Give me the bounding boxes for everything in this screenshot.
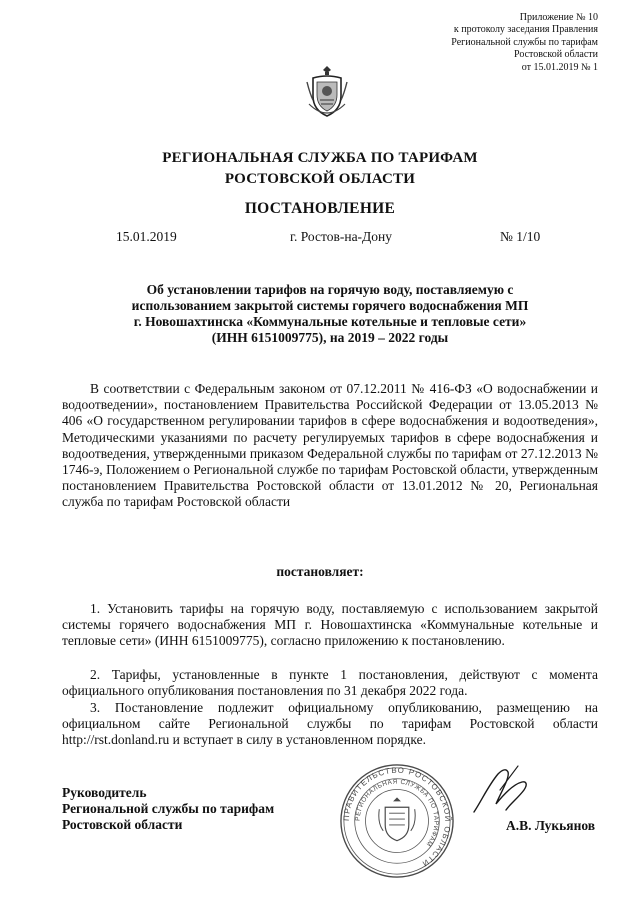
seal-inner-text: РЕГИОНАЛЬНАЯ СЛУЖБА ПО ТАРИФАМ	[354, 778, 440, 848]
document-city: г. Ростов-на-Дону	[289, 229, 392, 244]
signer-title-line: Региональной службы по тарифам	[62, 801, 275, 816]
attachment-line: Региональной службы по тарифам	[451, 36, 598, 48]
basis-paragraph: В соответствии с Федеральным законом от 07.12.2011 № 416-ФЗ «О водоснабжении и водоотведении», постановлением Правительства Российской Федерации от 13.05.2013 № 406 «О государственном регулировании тарифов в сфере водоснабжения и водоотведения», Методическими указаниями по расчету регулируемых тарифов в сфере водоснабжения и водоотведения, утвержденными приказом Федеральной службы по тарифам от 27.12.2013 № 1746-э, Положением о Региональной службе по тарифам Ростовской области, утвержденным постановлением Правительства Ростовской области от 13.01.2012 № 20, Региональная служба по тарифам Ростовской области	[62, 381, 598, 510]
item-1-paragraph: 1. Установить тарифы на горячую воду, поставляемую с использованием закрытой системы горячего водоснабжения МП г. Новошахтинска «Коммунальные котельные и тепловые сети» (ИНН 6151009775), согласно приложению к постановлению.	[62, 601, 598, 649]
document-date: 15.01.2019	[116, 229, 177, 244]
seal-emblem-icon	[379, 797, 415, 840]
attachment-line: к протоколу заседания Правления	[453, 24, 598, 36]
document-number: № 1/10	[500, 229, 541, 244]
handwritten-signature	[470, 760, 532, 822]
subject-line: г. Новошахтинска «Коммунальные котельные и тепловые сети»	[133, 314, 527, 329]
org-line: РЕГИОНАЛЬНАЯ СЛУЖБА ПО ТАРИФАМ	[162, 150, 478, 166]
official-seal-stamp	[338, 762, 456, 880]
document-type: ПОСТАНОВЛЕНИЕ	[244, 200, 396, 217]
subject-line: использованием закрытой системы горячего водоснабжения МП	[131, 298, 529, 313]
signer-title-line: Ростовской области	[62, 817, 183, 832]
org-line: РОСТОВСКОЙ ОБЛАСТИ	[224, 171, 416, 187]
document-subject	[80, 282, 580, 346]
subject-line: (ИНН 6151009775), на 2019 – 2022 годы	[211, 330, 449, 345]
signer-title-line: Руководитель	[62, 785, 147, 800]
signer-name: А.В. Лукьянов	[506, 818, 596, 833]
item-3-paragraph: 3. Постановление подлежит официальному опубликованию, размещению на официальном сайте Региональной службы по тарифам Ростовской области http://rst.donland.ru и вступает в силу в установленном порядке.	[62, 700, 598, 748]
signer-title	[62, 785, 274, 833]
attachment-note	[358, 12, 598, 74]
organization-name	[0, 148, 640, 190]
attachment-line: от 15.01.2019 № 1	[521, 61, 598, 73]
attachment-line: Приложение № 10	[519, 12, 598, 23]
resolves-heading: постановляет:	[276, 564, 364, 579]
subject-line: Об установлении тарифов на горячую воду, поставляемую с	[146, 282, 514, 297]
item-2-paragraph: 2. Тарифы, установленные в пункте 1 постановления, действуют с момента официального опубликования постановления по 31 декабря 2022 года.	[62, 667, 598, 699]
attachment-line: Ростовской области	[514, 49, 598, 61]
seal-outer-text: ПРАВИТЕЛЬСТВО РОСТОВСКОЙ ОБЛАСТИ	[341, 765, 453, 869]
coat-of-arms-emblem	[305, 64, 349, 120]
